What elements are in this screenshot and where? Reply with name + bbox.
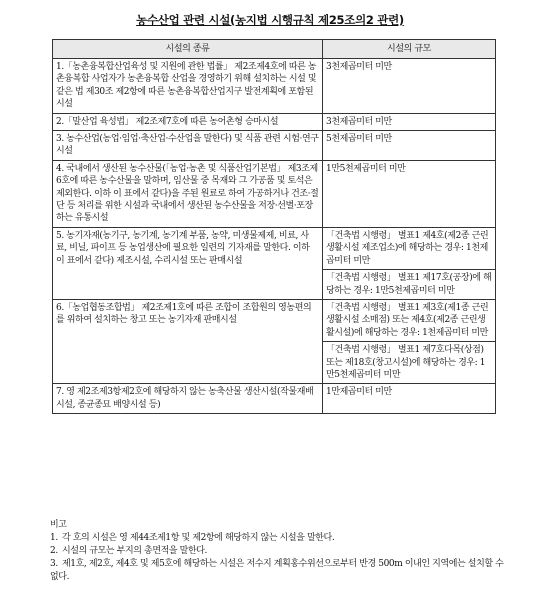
page-title: 농수산업 관련 시설(농지법 시행규칙 제25조의2 관련) <box>136 13 404 27</box>
scale-text: 3천제곱미터 미만 <box>326 62 392 72</box>
remark-text: 제1호, 제2호, 제4호 및 제5호에 해당하는 시설은 저수지 계획홍수위선으로부터 반경 500m 이내인 지역에는 설치할 수 없다. <box>50 559 504 583</box>
remark-number: 1. <box>50 533 58 544</box>
table-row <box>53 384 496 414</box>
facility-scale-cell <box>323 384 496 414</box>
facility-scale-cell <box>323 113 496 130</box>
table-row <box>53 59 496 114</box>
facility-table <box>52 39 496 414</box>
table-row <box>53 227 496 299</box>
facility-scale-cell <box>323 227 496 299</box>
facility-scale-cell <box>323 160 496 227</box>
header-facility-type: 시설의 종류 <box>53 40 323 59</box>
remark-text: 각 호의 시설은 영 제44조제1항 및 제2항에 해당하지 않는 시설을 말한다. <box>62 533 335 544</box>
facility-type-cell: 4. 국내에서 생산된 농수산물(「농업·농촌 및 식품산업기본법」 제3조제6호에 따른 농수산물을 말하며, 임산물 중 목재와 그 가공품 및 토석은 제외한다. 이하 이 표에서 같다)을 주된 원료로 하여 가공하거나 건조·절단 등 처리를 위한 시설과 국내에서 생산된 농수산물을 저장·선별·포장하는 유통시설 <box>53 160 323 227</box>
remarks-heading: 비고 <box>50 520 67 530</box>
scale-text: 3천제곱미터 미만 <box>326 116 392 127</box>
remark-item <box>50 545 510 558</box>
remark-text: 시설의 규모는 부지의 총면적을 말한다. <box>62 546 208 557</box>
scale-text: 1만5천제곱미터 미만 <box>326 163 406 174</box>
table-row <box>53 113 496 130</box>
scale-text: 5천제곱미터 미만 <box>326 134 392 145</box>
facility-type-cell: 6.「농업협동조합법」 제2조제1호에 따른 조합이 조합원의 영농편의를 위하여 설치하는 창고 또는 농기자재 판매시설 <box>53 299 323 383</box>
table-row <box>53 299 496 383</box>
facility-type-cell: 7. 영 제2조제3항제2호에 해당하지 않는 농축산물 생산시설(작물재배시설, 종균종묘 배양시설 등) <box>53 384 323 414</box>
scale-text: 「건축법 시행령」 별표1 제3호(제1종 근린생활시설 소매점) 또는 제4호(제2종 근린생활시설)에 해당하는 경우: 1천제곱미터 미만 <box>326 302 489 338</box>
facility-scale-cell <box>323 59 496 114</box>
table-row <box>53 131 496 161</box>
scale-text: 「건축법 시행령」 별표1 제4호(제2종 근린생활시설 제조업소)에 해당하는 경우: 1천제곱미터 미만 <box>326 230 489 266</box>
facility-type-cell: 5. 농기자재(농기구, 농기계, 농기계 부품, 농약, 미생물제제, 비료, 사료, 비닐, 파이프 등 농업생산에 필요한 일련의 기자재를 말한다. 이하 이 표에서 같다) 제조시설, 수리시설 또는 판매시설 <box>53 227 323 299</box>
scale-text: 「건축법 시행령」 별표1 제7호다목(상점) 또는 제18호(창고시설)에 해당하는 경우: 1만5천제곱미터 미만 <box>323 341 495 381</box>
facility-scale-cell <box>323 299 496 383</box>
scale-text: 1만제곱미터 미만 <box>326 387 392 398</box>
table-row <box>53 160 496 227</box>
facility-type-cell: 3. 농수산업(농업·임업·축산업·수산업을 말한다) 및 식품 관련 시험·연구시설 <box>53 131 323 161</box>
remark-number: 2. <box>50 546 58 557</box>
scale-text: 「건축법 시행령」 별표1 제17호(공장)에 해당하는 경우: 1만5천제곱미터 미만 <box>323 269 495 297</box>
facility-type-cell: 2.「말산업 육성법」 제2조제7호에 따른 농어촌형 승마시설 <box>53 113 323 130</box>
remark-item <box>50 532 510 545</box>
remark-number: 3. <box>50 559 58 570</box>
table-header-row <box>53 40 496 59</box>
facility-scale-cell <box>323 131 496 161</box>
remark-item <box>50 558 510 584</box>
header-facility-scale: 시설의 규모 <box>323 40 496 59</box>
remarks-section <box>50 519 510 584</box>
facility-type-cell: 1.「농촌융복합산업육성 및 지원에 관한 법률」 제2조제4호에 따른 농촌융복합 사업자가 농촌융복합 산업을 경영하기 위해 설치하는 시설 및 같은 법 제30조 제2항에 따른 농촌융복합산업지구 발전계획에 포함된 시설 <box>53 59 323 114</box>
